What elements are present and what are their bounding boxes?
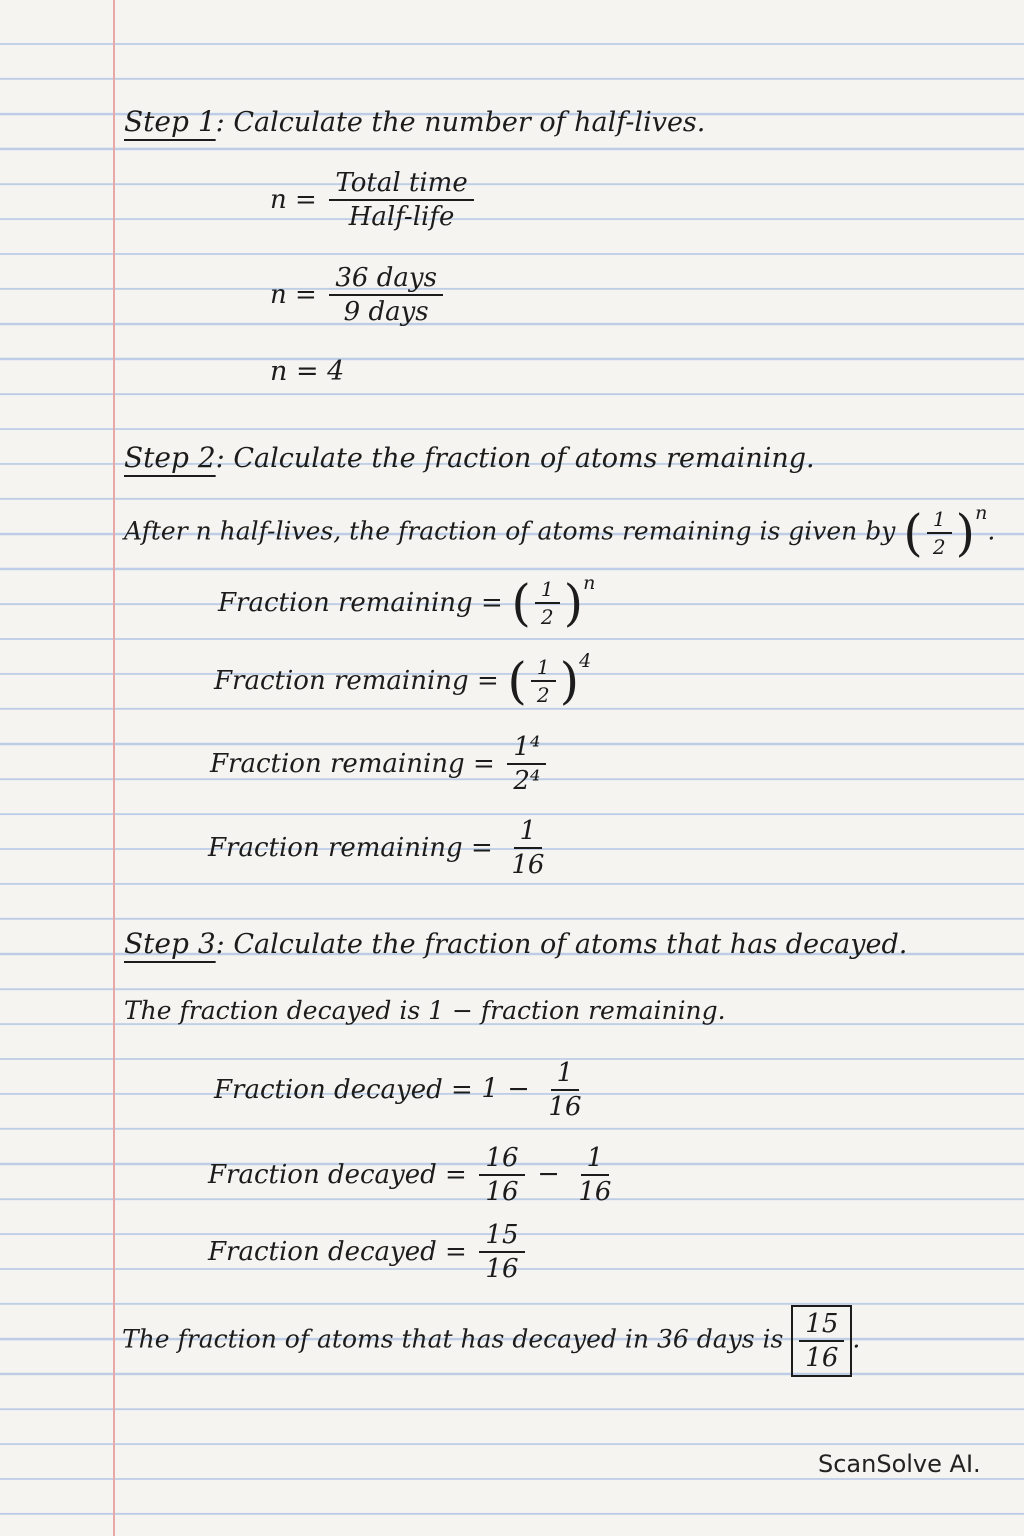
step1-title: Calculate the number of half-lives. bbox=[233, 107, 706, 138]
step2-heading: Step 2: Calculate the fraction of atoms remaining. bbox=[124, 441, 815, 474]
denominator: 2⁴ bbox=[513, 766, 541, 796]
fraction-decayed-line-2 bbox=[208, 1145, 621, 1205]
fraction bbox=[505, 818, 550, 878]
denominator: 16 bbox=[578, 1177, 612, 1207]
numerator: 1 bbox=[927, 509, 952, 534]
eq-lhs: Fraction remaining = bbox=[208, 832, 493, 863]
brand-watermark: ScanSolve AI. bbox=[818, 1450, 981, 1478]
denominator: Half-life bbox=[348, 202, 455, 232]
denominator: 2 bbox=[932, 535, 946, 559]
fraction-remaining-line-1: Fraction remaining = ( $\frac{1}{2}$ )n bbox=[218, 572, 596, 632]
one-minus: 1 − bbox=[481, 1073, 530, 1105]
fraction bbox=[479, 1145, 524, 1205]
denominator: 16 bbox=[485, 1254, 519, 1284]
denominator: 16 bbox=[805, 1343, 839, 1373]
fraction bbox=[531, 657, 556, 705]
exponent: n bbox=[975, 502, 988, 524]
fraction bbox=[535, 579, 560, 627]
numerator: 15 bbox=[479, 1222, 524, 1253]
eq-lhs: n = bbox=[270, 184, 317, 215]
fraction-remaining-line-3 bbox=[210, 734, 550, 794]
fraction bbox=[479, 1222, 524, 1282]
step3-label: Step 3 bbox=[124, 927, 216, 960]
denominator: 16 bbox=[485, 1177, 519, 1207]
notebook-margin-line bbox=[113, 0, 115, 1536]
fraction bbox=[329, 170, 473, 230]
boxed-answer bbox=[791, 1305, 852, 1377]
eq-lhs: Fraction decayed = bbox=[208, 1236, 467, 1267]
step1-equation-1 bbox=[270, 170, 478, 230]
step3-title: Calculate the fraction of atoms that has decayed. bbox=[233, 929, 908, 960]
eq-lhs: Fraction decayed = bbox=[208, 1159, 467, 1190]
eq-lhs: Fraction decayed = bbox=[214, 1074, 473, 1105]
numerator: 1 bbox=[581, 1145, 610, 1176]
fraction-remaining-line-2: Fraction remaining = ( $\frac{1}{2}$ )4 bbox=[214, 650, 592, 710]
fraction-decayed-line-3 bbox=[208, 1222, 529, 1282]
numerator: 15 bbox=[799, 1311, 844, 1342]
denominator: 2 bbox=[536, 683, 550, 707]
eq-lhs: n = bbox=[270, 279, 317, 310]
eq-lhs: Fraction remaining = bbox=[210, 748, 495, 779]
numerator: Total time bbox=[329, 170, 473, 201]
step3-heading: Step 3: Calculate the fraction of atoms that has decayed. bbox=[124, 927, 908, 960]
fraction bbox=[572, 1145, 617, 1205]
numerator: 1 bbox=[551, 1060, 580, 1091]
numerator: 36 days bbox=[329, 265, 443, 296]
conclusion-text: The fraction of atoms that has decayed in 36 days is bbox=[122, 1324, 784, 1354]
step2-label: Step 2 bbox=[124, 441, 216, 474]
fraction-decayed-line-1 bbox=[214, 1060, 592, 1120]
eq-lhs: Fraction remaining = bbox=[218, 587, 503, 618]
eq-lhs: Fraction remaining = bbox=[214, 665, 499, 696]
fraction bbox=[542, 1060, 587, 1120]
fraction bbox=[329, 265, 443, 325]
numerator: 1 bbox=[514, 818, 543, 849]
denominator: 16 bbox=[548, 1092, 582, 1122]
conclusion: The fraction of atoms that has decayed in 36 days is $\frac{15}{16}$ . bbox=[122, 1305, 860, 1377]
step1-equation-3: n = 4 bbox=[270, 356, 345, 387]
numerator: 1 bbox=[535, 579, 560, 604]
fraction-remaining-line-4 bbox=[208, 818, 554, 878]
exponent: 4 bbox=[579, 650, 592, 672]
step1-label: Step 1 bbox=[124, 105, 216, 138]
step3-intro: The fraction decayed is 1 − fraction remaining. bbox=[124, 996, 726, 1025]
step2-title: Calculate the fraction of atoms remaining. bbox=[233, 443, 815, 474]
step2-intro: After n half-lives, the fraction of atoms remaining is given by ( $\frac{1}{2}$ )n. bbox=[124, 502, 996, 562]
numerator: 16 bbox=[479, 1145, 524, 1176]
fraction bbox=[927, 509, 952, 557]
numerator: 1 bbox=[531, 657, 556, 682]
step1-equation-2 bbox=[270, 265, 447, 325]
fraction bbox=[799, 1311, 844, 1371]
denominator: 2 bbox=[540, 605, 554, 629]
exponent: n bbox=[583, 572, 596, 594]
denominator: 9 days bbox=[343, 297, 429, 327]
step1-heading: Step 1: Calculate the number of half-lives. bbox=[124, 105, 706, 138]
step2-intro-text: After n half-lives, the fraction of atoms remaining is given by bbox=[124, 516, 896, 546]
fraction bbox=[507, 734, 546, 794]
numerator: 1⁴ bbox=[507, 734, 546, 765]
minus-sign: − bbox=[537, 1158, 560, 1190]
denominator: 16 bbox=[511, 850, 545, 880]
